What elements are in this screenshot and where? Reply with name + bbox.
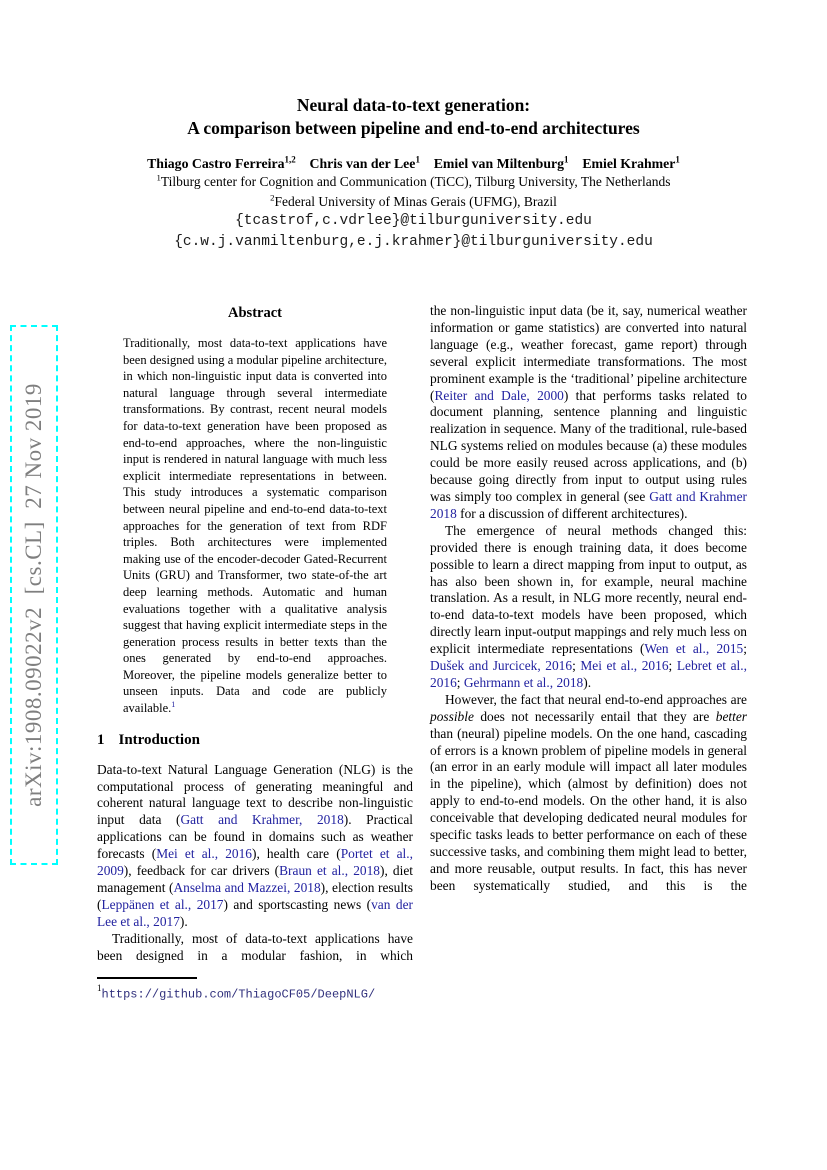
text-run: ; — [572, 658, 581, 674]
author-name: Emiel Krahmer — [582, 156, 676, 171]
arxiv-watermark: arXiv:1908.09022v2 [cs.CL] 27 Nov 2019 — [21, 383, 46, 807]
body-paragraph-1 — [430, 303, 747, 523]
author-superscript: 1 — [415, 154, 420, 165]
citation-link[interactable]: Mei et al., 2016 — [156, 846, 252, 862]
text-run: ), diet management ( — [97, 863, 414, 895]
affiliation-superscript: 2 — [270, 192, 275, 202]
citation-link[interactable]: Dušek and Jurcicek, 2016 — [430, 658, 573, 674]
text-run: Traditionally, most of data-to-text applications have been designed in a modular fashion, in which — [97, 930, 413, 963]
footnote-url-link[interactable]: https://github.com/ThiagoCF05/DeepNLG/ — [101, 986, 376, 1001]
text-run: ; — [743, 641, 747, 657]
text-run: Data-to-text Natural Language Generation (NLG) is the computational process of generating meaningful and coherent natural language text to describe non-linguistic input data ( — [97, 761, 413, 828]
author-superscript: 1 — [675, 154, 680, 165]
text-run: possible — [430, 708, 474, 724]
section-title: Introduction — [118, 731, 200, 748]
citation-link[interactable]: Wen et al., 2015 — [644, 641, 744, 657]
email-line-2: {c.w.j.vanmiltenburg,e.j.krahmer}@tilburguniversity.edu — [174, 233, 653, 250]
footnote-marker: 1 — [97, 982, 102, 993]
author-line — [0, 155, 827, 172]
right-column — [430, 303, 747, 1002]
citation-link[interactable]: Portet et al., 2009 — [97, 846, 413, 879]
paper-title-line2: A comparison between pipeline and end-to-end architectures — [187, 118, 640, 138]
text-run: ; — [456, 674, 464, 690]
author-superscript: 1 — [564, 154, 569, 165]
footnote-rule — [97, 977, 197, 979]
affiliation-superscript: 1 — [156, 172, 161, 183]
citation-link[interactable]: Mei et al., 2016 — [580, 658, 669, 674]
citation-link[interactable]: Reiter and Dale, 2000 — [434, 387, 564, 403]
text-run: ). Practical applications can be found in domains such as weather forecasts ( — [97, 812, 413, 862]
text-run: better — [715, 708, 747, 724]
section-heading-introduction — [97, 732, 413, 749]
text-run: for a discussion of different architectures). — [456, 505, 688, 521]
author-name: Chris van der Lee — [309, 156, 416, 171]
text-run: than (neural) pipeline models. On the one hand, cascading of errors is a known problem of pipeline models in general (an error in an early module will impact all later modules in the pipeline), which (almost by definition) does not apply to end-to-end models. On the other hand, it is also conceivable that developing dedicated neural modules for specific tasks leads to better performance on each of these successive tasks, and combining them might lead to better, and more reusable, output results. In fact, this has never been systematically studied, and this is the — [430, 725, 747, 893]
citation-link[interactable]: Gatt and Krahmer 2018 — [430, 488, 748, 521]
left-column — [97, 303, 413, 1002]
intro-paragraph-1 — [97, 762, 413, 931]
affiliation-2 — [0, 192, 827, 212]
author-superscript: 1,2 — [284, 154, 296, 165]
text-run: ), health care ( — [251, 846, 341, 862]
paper-header — [0, 0, 827, 252]
text-run: ). — [179, 913, 188, 929]
text-run: ) that performs tasks related to document planning, sentence planning and linguistic realization in sequence. Many of the traditional, rule-based NLG systems relied on modules because (a) these modules could be more easily reused across applications, and (b) because going directly from input to output using rules was simply too complex in general (see — [430, 387, 747, 504]
citation-link[interactable]: Anselma and Mazzei, 2018 — [173, 880, 321, 895]
paper-title-line1: Neural data-to-text generation: — [296, 95, 531, 115]
text-run: ), election results ( — [97, 880, 413, 912]
abstract-heading: Abstract — [228, 305, 282, 321]
author-gap — [296, 156, 310, 171]
affiliation-text: Tilburg center for Cognition and Communication (TiCC), Tilburg University, The Netherlands — [160, 174, 671, 189]
section-number: 1 — [97, 731, 105, 748]
author-gap — [569, 156, 583, 171]
text-run: ; — [668, 658, 677, 674]
citation-link[interactable]: van der Lee et al., 2017 — [97, 896, 414, 929]
author-name: Emiel van Miltenburg — [433, 156, 565, 171]
citation-link[interactable]: Gatt and Krahmer, 2018 — [180, 812, 344, 828]
text-run: does not necessarily entail that they are — [473, 708, 716, 724]
intro-paragraph-2 — [97, 931, 413, 965]
body-paragraph-2 — [430, 523, 747, 692]
affiliation-text: Federal University of Minas Gerais (UFMG), Brazil — [274, 193, 557, 209]
body-paragraph-3 — [430, 692, 747, 895]
paper-title — [0, 94, 827, 140]
text-run: ) and sportscasting news ( — [223, 896, 372, 912]
two-column-body — [97, 303, 747, 1002]
text-run: The emergence of neural methods changed this: provided there is enough training data, it does become possible to learn a direct mapping from input to output, as has also been shown in, for example, neural machine translation. As a result, in NLG more recently, neural end-to-end data-to-text models have been proposed, which directly learn input-output mappings and rely much less on explicit intermediate representations ( — [430, 522, 747, 657]
text-run: However, the fact that neural end-to-end approaches are — [445, 691, 747, 707]
author-name: Thiago Castro Ferreira — [147, 156, 285, 171]
text-run: ). — [583, 674, 592, 690]
text-run: the non-linguistic input data (be it, say, numerical weather information or game statistics) are converted into natural language (e.g., weather forecast, game report) through several explicit intermediate transformations. The most prominent example is the ‘traditional’ pipeline architecture ( — [430, 303, 747, 403]
citation-link[interactable]: Leppänen et al., 2017 — [101, 896, 224, 912]
abstract-text — [97, 335, 413, 717]
citation-link[interactable]: Braun et al., 2018 — [279, 863, 380, 879]
affiliation-1 — [0, 172, 827, 192]
footnote — [97, 977, 413, 1002]
text-run: Traditionally, most data-to-text applications have been designed using a modular pipeline architecture, in which non-linguistic input data is converted into natural language through several intermediate transformations. By contrast, recent neural models for data-to-text generation have been proposed as end-to-end approaches, where the non-linguistic input is rendered in natural language with much less explicit intermediate representations in between. This study introduces a systematic comparison between neural pipeline and end-to-end data-to-text approaches for the generation of text from RDF triples. Both architectures were implemented making use of the encoder-decoder Gated-Recurrent Units (GRU) and Transformer, two state-of-the art deep learning methods. Automatic and human evaluations together with a qualitative analysis suggest that having explicit intermediate steps in the generation process results in better texts than the ones generated by end-to-end approaches. Moreover, the pipeline models generalize better to unseen inputs. Data and code are publicly available. — [123, 336, 387, 716]
text-run: ), feedback for car drivers ( — [123, 863, 280, 879]
citation-link[interactable]: Gehrmann et al., 2018 — [463, 674, 584, 690]
author-gap — [420, 156, 434, 171]
footnote-reference-link[interactable]: 1 — [171, 699, 176, 709]
email-line-1: {tcastrof,c.vdrlee}@tilburguniversity.edu — [235, 213, 592, 229]
citation-link[interactable]: Lebret et al., 2016 — [430, 658, 747, 690]
